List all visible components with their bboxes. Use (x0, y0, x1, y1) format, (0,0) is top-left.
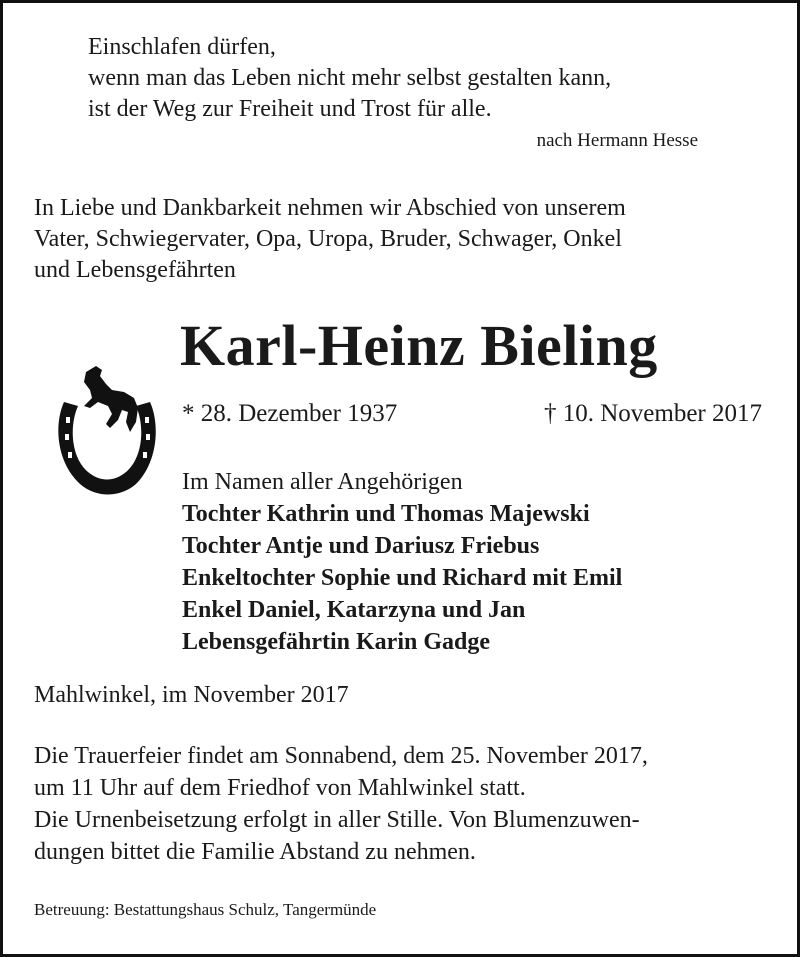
horseshoe-horse-icon (50, 362, 165, 502)
death-date: † 10. November 2017 (543, 400, 762, 427)
signers-intro: Im Namen aller Angehörigen (182, 469, 463, 495)
notice-line: dungen bittet die Familie Abstand zu nehmen. (34, 839, 476, 865)
verse (88, 32, 611, 125)
notice-line: Die Trauerfeier findet am Sonnabend, dem 25. November 2017, (34, 743, 648, 769)
intro-text (34, 193, 626, 286)
verse-line: Einschlafen dürfen, (88, 34, 276, 60)
intro-line: In Liebe und Dankbarkeit nehmen wir Abschied von unserem (34, 195, 626, 221)
signer-name: Enkel Daniel, Katarzyna und Jan (182, 597, 526, 623)
place-date: Mahlwinkel, im November 2017 (34, 682, 349, 708)
signer-name: Tochter Antje und Dariusz Friebus (182, 533, 540, 559)
verse-line: wenn man das Leben nicht mehr selbst gestalten kann, (88, 65, 612, 91)
signer-name: Lebensgefährtin Karin Gadge (182, 629, 491, 655)
birth-date: * 28. Dezember 1937 (182, 400, 398, 427)
signers-block (182, 466, 622, 658)
funeral-home-credit: Betreuung: Bestattungshaus Schulz, Tangermünde (34, 900, 377, 919)
notice-line: um 11 Uhr auf dem Friedhof von Mahlwinkel statt. (34, 775, 526, 801)
deceased-name: Karl-Heinz Bieling (180, 313, 658, 378)
intro-line: und Lebensgefährten (34, 257, 236, 283)
intro-line: Vater, Schwiegervater, Opa, Uropa, Bruder, Schwager, Onkel (34, 226, 622, 252)
signer-name: Enkeltochter Sophie und Richard mit Emil (182, 565, 623, 591)
verse-line: ist der Weg zur Freiheit und Trost für alle. (88, 96, 492, 122)
verse-source: nach Hermann Hesse (536, 130, 698, 151)
funeral-notice (34, 740, 648, 868)
signer-name: Tochter Kathrin und Thomas Majewski (182, 501, 590, 527)
notice-line: Die Urnenbeisetzung erfolgt in aller Stille. Von Blumenzuwen- (34, 807, 640, 833)
